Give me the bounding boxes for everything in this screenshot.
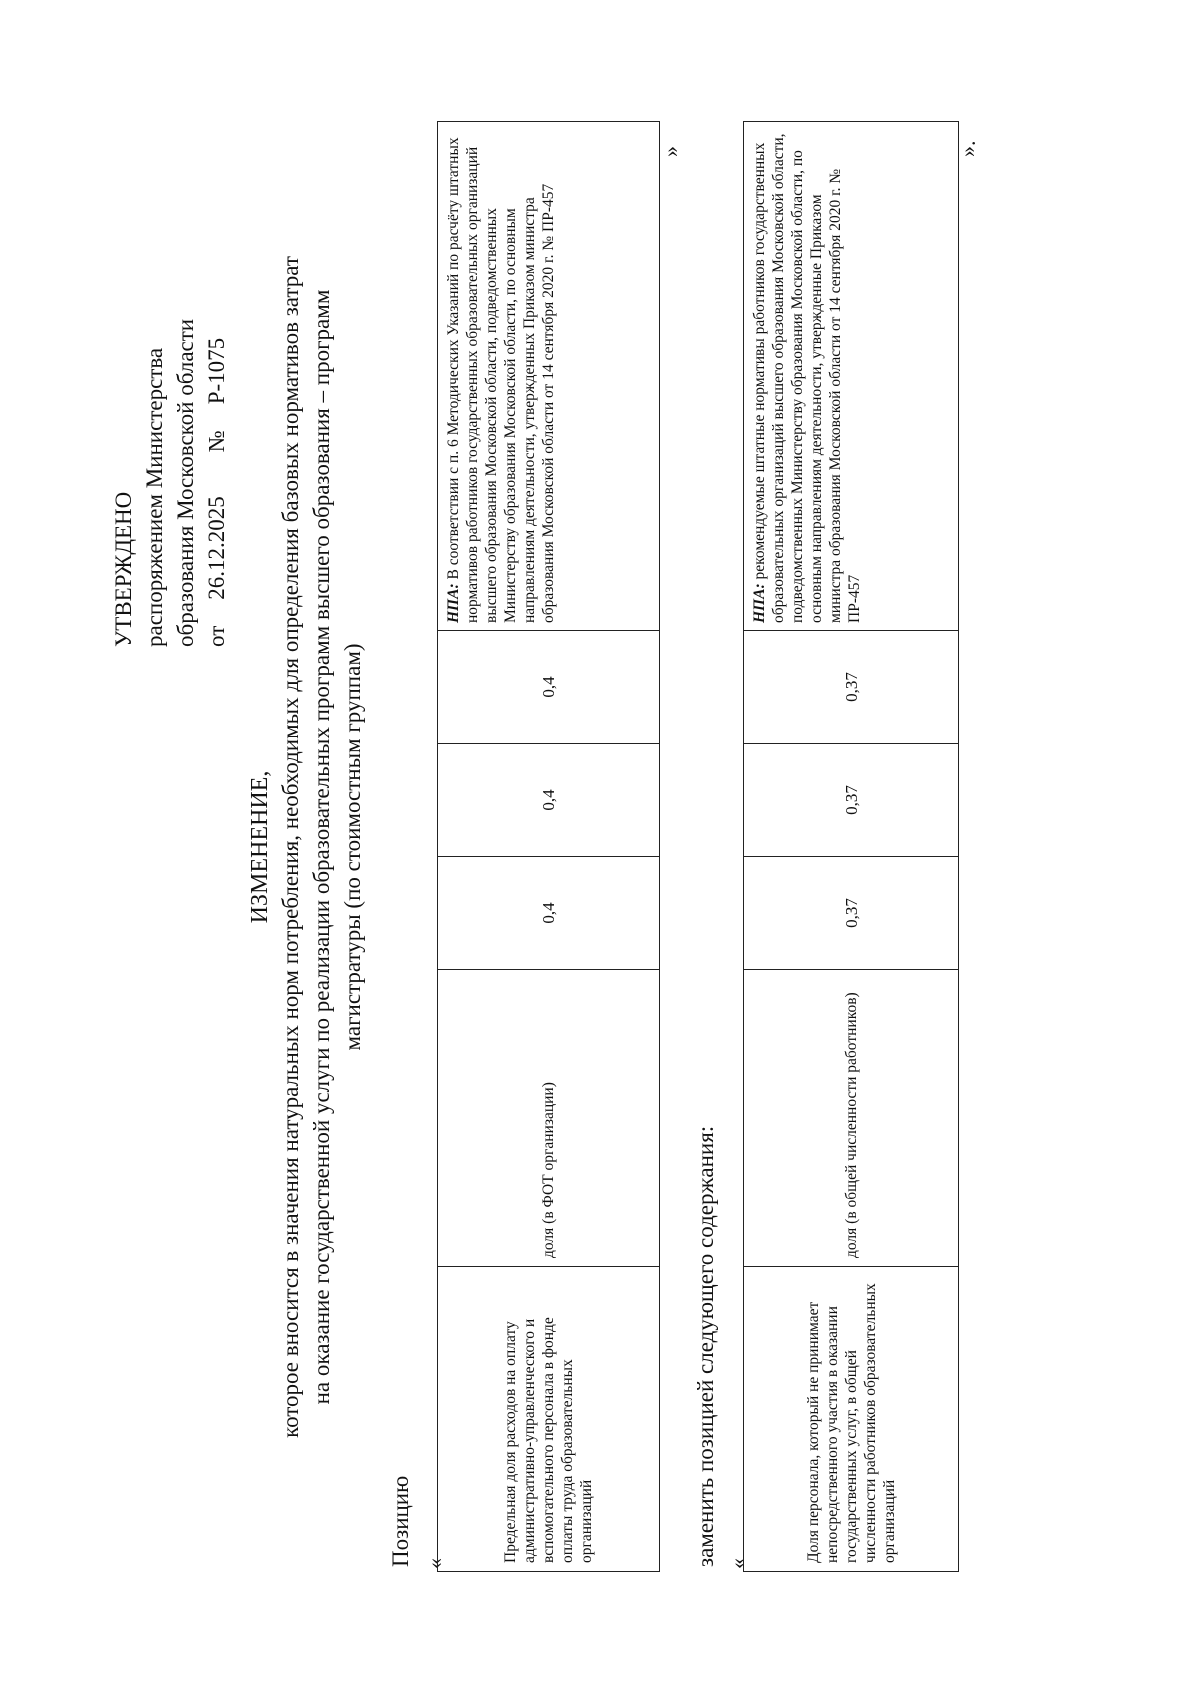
position-npa-cell (438, 122, 660, 631)
replace-close-quote: ». (955, 140, 980, 157)
position-value-2: 0,4 (438, 744, 660, 857)
subtitle-line-2: на оказание государственной услуги по реализации образовательных программ высшего образования – программ (309, 289, 334, 1405)
approval-stamp (108, 319, 232, 647)
subtitle-line-1: которое вносится в значения натуральных норм потребления, необходимых для определения базовых нормативов затрат (278, 256, 303, 1438)
table-row (744, 122, 959, 1572)
position-name-cell: Предельная доля расходов на оплату административно-управленческого и вспомогательного персонала в фонде оплаты труда образовательных организаций (438, 1267, 660, 1572)
table-row (438, 122, 660, 1572)
approval-number-sign: № (204, 430, 229, 453)
position-close-quote: » (658, 146, 683, 157)
position-open-quote: « (422, 1558, 447, 1569)
replace-open-quote: « (725, 1558, 750, 1569)
position-unit-cell: доля (в ФОТ организации) (438, 970, 660, 1267)
replace-npa-cell (744, 122, 959, 631)
document-subtitle (275, 147, 368, 1547)
replace-label: заменить позицией следующего содержания: (693, 1125, 718, 1567)
approval-line-1: распоряжением Министерства (142, 347, 167, 647)
position-value-3: 0,4 (438, 631, 660, 744)
replace-name-cell: Доля персонала, который не принимает непосредственного участия в оказании государственных услуг, в общей численности работников образовательных организаций (744, 1267, 959, 1572)
npa-text: В соответствии с п. 6 Методических Указаний по расчёту штатных нормативов работников государственных образовательных организаций высшего образования Московской области, подведомственных Министерству образования Московской области, по основным направлениям деятельности, утвержденных Приказом министра образования Московской области от 14 сентября 2020 г. № ПР-457 (445, 137, 557, 623)
approval-line-2: образования Московской области (173, 318, 198, 647)
approval-date-prefix: от (204, 625, 229, 647)
replace-unit-cell: доля (в общей численности работников) (744, 970, 959, 1267)
position-label: Позицию (388, 1475, 413, 1567)
document-title: ИЗМЕНЕНИЕ, (247, 770, 273, 924)
position-table (437, 121, 660, 1572)
replace-value-2: 0,37 (744, 744, 959, 857)
subtitle-line-3: магистратуры (по стоимостным группам) (340, 643, 365, 1051)
approval-number: Р-1075 (204, 337, 229, 405)
npa-text: рекомендуемые штатные нормативы работников государственных образовательных организаций высшего образования Московской области, подведомственных Министерству образования Московской области, по основным направлениям деятельности, утвержденные Приказом министра образования Московской области от 14 сентября 2020 г. № ПР-457 (751, 133, 863, 623)
replace-value-1: 0,37 (744, 857, 959, 970)
approval-date: 26.12.2025 (204, 496, 229, 600)
replacement-table (743, 121, 959, 1572)
npa-label: НПА: (751, 583, 768, 623)
npa-label: НПА: (445, 583, 462, 623)
replace-value-3: 0,37 (744, 631, 959, 744)
position-value-1: 0,4 (438, 857, 660, 970)
approval-heading: УТВЕРЖДЕНО (111, 491, 136, 647)
approval-date-line (201, 319, 232, 647)
